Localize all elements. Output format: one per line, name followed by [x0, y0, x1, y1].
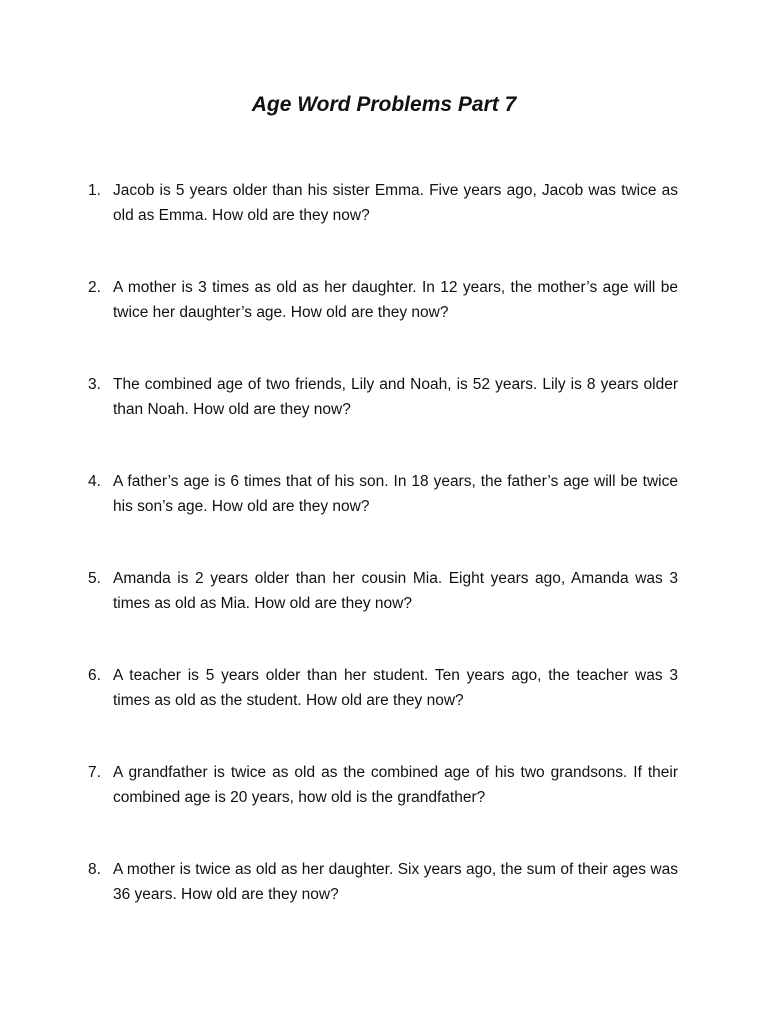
- problem-item: [88, 275, 678, 325]
- problem-text: Amanda is 2 years older than her cousin Mia. Eight years ago, Amanda was 3 times as old as Mia. How old are they now?: [113, 570, 678, 612]
- problem-number: 7.: [88, 764, 101, 781]
- problem-item: [88, 857, 678, 907]
- problem-item: [88, 566, 678, 616]
- problem-text: Jacob is 5 years older than his sister Emma. Five years ago, Jacob was twice as old as Emma. How old are they now?: [113, 182, 678, 224]
- problem-number: 4.: [88, 473, 101, 490]
- problem-item: [88, 178, 678, 228]
- problem-number: 2.: [88, 279, 101, 296]
- problem-text: A father’s age is 6 times that of his son. In 18 years, the father’s age will be twice his son’s age. How old are they now?: [113, 473, 678, 515]
- problem-number: 6.: [88, 667, 101, 684]
- problem-text: A grandfather is twice as old as the combined age of his two grandsons. If their combined age is 20 years, how old is the grandfather?: [113, 764, 678, 806]
- problem-number: 3.: [88, 376, 101, 393]
- problem-item: [88, 760, 678, 810]
- page-title: Age Word Problems Part 7: [251, 93, 517, 116]
- problem-item: [88, 663, 678, 713]
- problem-number: 8.: [88, 861, 101, 878]
- problem-text: A mother is twice as old as her daughter. Six years ago, the sum of their ages was 36 years. How old are they now?: [113, 861, 678, 903]
- problem-list: [88, 178, 678, 954]
- problem-item: [88, 372, 678, 422]
- problem-text: A teacher is 5 years older than her student. Ten years ago, the teacher was 3 times as old as the student. How old are they now?: [113, 667, 678, 709]
- problem-number: 1.: [88, 182, 101, 199]
- problem-item: [88, 469, 678, 519]
- problem-text: A mother is 3 times as old as her daughter. In 12 years, the mother’s age will be twice her daughter’s age. How old are they now?: [113, 279, 678, 321]
- problem-number: 5.: [88, 570, 101, 587]
- problem-text: The combined age of two friends, Lily and Noah, is 52 years. Lily is 8 years older than Noah. How old are they now?: [113, 376, 678, 418]
